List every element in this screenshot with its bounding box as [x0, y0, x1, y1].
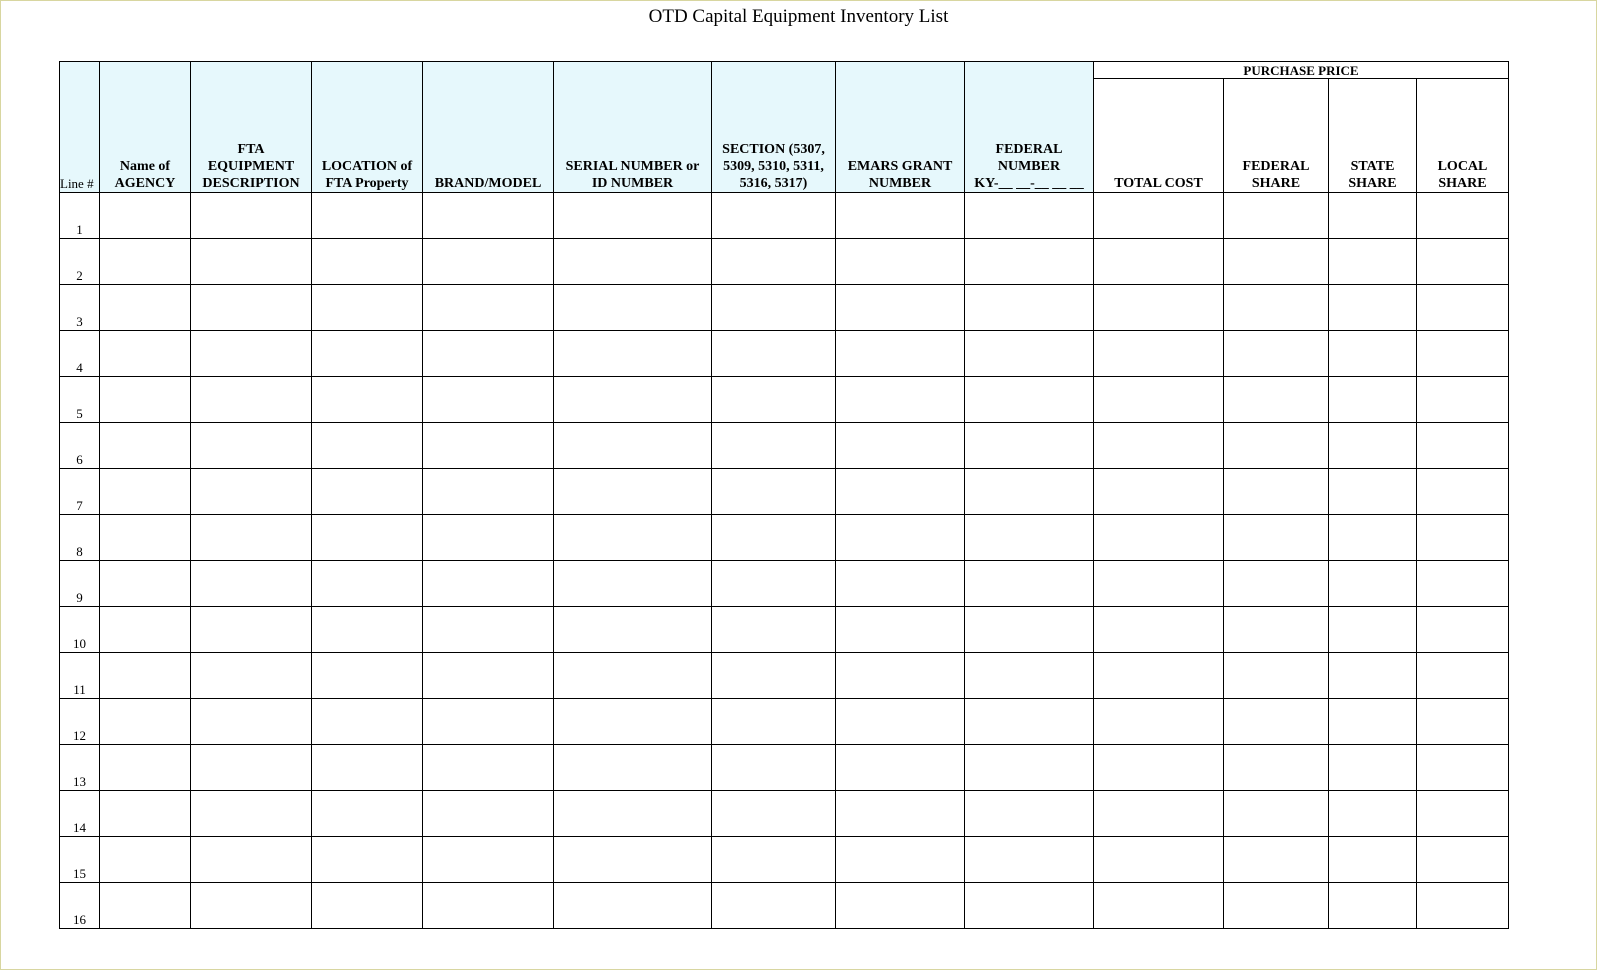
- line-number-cell: 9: [60, 561, 100, 607]
- table-row: [60, 423, 1509, 469]
- entry-cell[interactable]: [836, 331, 965, 377]
- entry-cell[interactable]: [423, 837, 554, 883]
- entry-cell[interactable]: [312, 515, 423, 561]
- entry-cell[interactable]: [1417, 377, 1509, 423]
- col-header-total-cost: TOTAL COST: [1094, 79, 1224, 193]
- entry-cell[interactable]: [1094, 377, 1224, 423]
- entry-cell[interactable]: [1224, 515, 1329, 561]
- table-row: [60, 653, 1509, 699]
- entry-cell[interactable]: [554, 377, 712, 423]
- entry-cell[interactable]: [836, 607, 965, 653]
- line-number-cell: 5: [60, 377, 100, 423]
- line-number-cell: 16: [60, 883, 100, 929]
- entry-cell[interactable]: [100, 285, 191, 331]
- entry-cell[interactable]: [965, 193, 1094, 239]
- entry-cell[interactable]: [423, 653, 554, 699]
- entry-cell[interactable]: [1329, 745, 1417, 791]
- entry-cell[interactable]: [965, 745, 1094, 791]
- entry-cell[interactable]: [1329, 699, 1417, 745]
- entry-cell[interactable]: [1329, 653, 1417, 699]
- entry-cell[interactable]: [554, 239, 712, 285]
- entry-cell[interactable]: [191, 561, 312, 607]
- line-number-cell: 12: [60, 699, 100, 745]
- entry-cell[interactable]: [1417, 239, 1509, 285]
- col-header-local-share: LOCAL SHARE: [1417, 79, 1509, 193]
- line-number-cell: 14: [60, 791, 100, 837]
- entry-cell[interactable]: [1417, 883, 1509, 929]
- entry-cell[interactable]: [1329, 193, 1417, 239]
- entry-cell[interactable]: [965, 239, 1094, 285]
- entry-cell[interactable]: [312, 285, 423, 331]
- entry-cell[interactable]: [1417, 423, 1509, 469]
- entry-cell[interactable]: [1329, 561, 1417, 607]
- col-header-federal-number: FEDERAL NUMBER KY-__ __-__ __ __: [965, 62, 1094, 193]
- entry-cell[interactable]: [312, 239, 423, 285]
- entry-cell[interactable]: [965, 837, 1094, 883]
- entry-cell[interactable]: [712, 561, 836, 607]
- entry-cell[interactable]: [554, 745, 712, 791]
- table-row: [60, 285, 1509, 331]
- table-row: [60, 193, 1509, 239]
- entry-cell[interactable]: [423, 745, 554, 791]
- entry-cell[interactable]: [712, 239, 836, 285]
- entry-cell[interactable]: [836, 745, 965, 791]
- entry-cell[interactable]: [191, 699, 312, 745]
- entry-cell[interactable]: [100, 239, 191, 285]
- entry-cell[interactable]: [1329, 423, 1417, 469]
- entry-cell[interactable]: [423, 331, 554, 377]
- table-row: [60, 239, 1509, 285]
- entry-cell[interactable]: [554, 423, 712, 469]
- entry-cell[interactable]: [191, 239, 312, 285]
- entry-cell[interactable]: [1329, 883, 1417, 929]
- entry-cell[interactable]: [712, 791, 836, 837]
- entry-cell[interactable]: [423, 561, 554, 607]
- entry-cell[interactable]: [1094, 423, 1224, 469]
- entry-cell[interactable]: [312, 377, 423, 423]
- entry-cell[interactable]: [100, 515, 191, 561]
- entry-cell[interactable]: [836, 515, 965, 561]
- line-number-cell: 8: [60, 515, 100, 561]
- entry-cell[interactable]: [836, 653, 965, 699]
- entry-cell[interactable]: [1094, 193, 1224, 239]
- entry-cell[interactable]: [965, 423, 1094, 469]
- table-row: [60, 699, 1509, 745]
- entry-cell[interactable]: [191, 883, 312, 929]
- entry-cell[interactable]: [423, 377, 554, 423]
- entry-cell[interactable]: [965, 607, 1094, 653]
- table-row: [60, 883, 1509, 929]
- col-header-line: Line #: [60, 62, 100, 193]
- entry-cell[interactable]: [554, 607, 712, 653]
- entry-cell[interactable]: [1329, 791, 1417, 837]
- entry-cell[interactable]: [1094, 239, 1224, 285]
- entry-cell[interactable]: [100, 883, 191, 929]
- entry-cell[interactable]: [1329, 469, 1417, 515]
- col-header-federal-share: FEDERAL SHARE: [1224, 79, 1329, 193]
- entry-cell[interactable]: [1329, 837, 1417, 883]
- entry-cell[interactable]: [191, 331, 312, 377]
- entry-cell[interactable]: [1224, 745, 1329, 791]
- table-row: [60, 515, 1509, 561]
- entry-cell[interactable]: [836, 377, 965, 423]
- entry-cell[interactable]: [1224, 377, 1329, 423]
- entry-cell[interactable]: [1224, 239, 1329, 285]
- entry-cell[interactable]: [836, 469, 965, 515]
- entry-cell[interactable]: [965, 883, 1094, 929]
- entry-cell[interactable]: [100, 331, 191, 377]
- entry-cell[interactable]: [191, 377, 312, 423]
- entry-cell[interactable]: [312, 423, 423, 469]
- entry-cell[interactable]: [100, 423, 191, 469]
- entry-cell[interactable]: [1417, 837, 1509, 883]
- entry-cell[interactable]: [1224, 791, 1329, 837]
- entry-cell[interactable]: [1417, 607, 1509, 653]
- page-title: OTD Capital Equipment Inventory List: [648, 6, 949, 27]
- entry-cell[interactable]: [100, 791, 191, 837]
- entry-cell[interactable]: [1417, 745, 1509, 791]
- entry-cell[interactable]: [100, 469, 191, 515]
- col-header-emars-grant: EMARS GRANT NUMBER: [836, 62, 965, 193]
- entry-cell[interactable]: [712, 607, 836, 653]
- table-row: [60, 377, 1509, 423]
- col-header-section: SECTION (5307, 5309, 5310, 5311, 5316, 5317): [712, 62, 836, 193]
- entry-cell[interactable]: [1094, 561, 1224, 607]
- entry-cell[interactable]: [191, 423, 312, 469]
- entry-cell[interactable]: [312, 331, 423, 377]
- entry-cell[interactable]: [100, 699, 191, 745]
- entry-cell[interactable]: [1094, 515, 1224, 561]
- entry-cell[interactable]: [712, 745, 836, 791]
- line-number-cell: 1: [60, 193, 100, 239]
- table-row: [60, 745, 1509, 791]
- entry-cell[interactable]: [554, 791, 712, 837]
- entry-cell[interactable]: [836, 883, 965, 929]
- entry-cell[interactable]: [1329, 285, 1417, 331]
- entry-cell[interactable]: [423, 469, 554, 515]
- entry-cell[interactable]: [712, 883, 836, 929]
- entry-cell[interactable]: [712, 837, 836, 883]
- entry-cell[interactable]: [191, 193, 312, 239]
- entry-cell[interactable]: [312, 745, 423, 791]
- entry-cell[interactable]: [423, 285, 554, 331]
- entry-cell[interactable]: [1094, 883, 1224, 929]
- entry-cell[interactable]: [191, 607, 312, 653]
- table-row: [60, 607, 1509, 653]
- entry-cell[interactable]: [1094, 285, 1224, 331]
- entry-cell[interactable]: [100, 653, 191, 699]
- entry-cell[interactable]: [100, 607, 191, 653]
- entry-cell[interactable]: [1094, 791, 1224, 837]
- entry-cell[interactable]: [554, 469, 712, 515]
- entry-cell[interactable]: [836, 837, 965, 883]
- entry-cell[interactable]: [423, 423, 554, 469]
- entry-cell[interactable]: [1094, 469, 1224, 515]
- entry-cell[interactable]: [836, 193, 965, 239]
- entry-cell[interactable]: [965, 515, 1094, 561]
- entry-cell[interactable]: [312, 883, 423, 929]
- entry-cell[interactable]: [423, 791, 554, 837]
- entry-cell[interactable]: [1417, 469, 1509, 515]
- col-header-equipment-description: FTA EQUIPMENT DESCRIPTION: [191, 62, 312, 193]
- line-number-cell: 15: [60, 837, 100, 883]
- table-body: [60, 193, 1509, 929]
- entry-cell[interactable]: [312, 469, 423, 515]
- entry-cell[interactable]: [1417, 791, 1509, 837]
- entry-cell[interactable]: [712, 193, 836, 239]
- entry-cell[interactable]: [191, 745, 312, 791]
- entry-cell[interactable]: [712, 653, 836, 699]
- entry-cell[interactable]: [1224, 607, 1329, 653]
- entry-cell[interactable]: [423, 699, 554, 745]
- entry-cell[interactable]: [554, 883, 712, 929]
- entry-cell[interactable]: [1329, 239, 1417, 285]
- entry-cell[interactable]: [100, 837, 191, 883]
- entry-cell[interactable]: [965, 791, 1094, 837]
- entry-cell[interactable]: [1224, 883, 1329, 929]
- entry-cell[interactable]: [1224, 699, 1329, 745]
- entry-cell[interactable]: [712, 469, 836, 515]
- entry-cell[interactable]: [100, 193, 191, 239]
- inventory-table: [59, 61, 1509, 929]
- entry-cell[interactable]: [100, 561, 191, 607]
- entry-cell[interactable]: [1224, 331, 1329, 377]
- entry-cell[interactable]: [1094, 653, 1224, 699]
- col-header-brand-model: BRAND/MODEL: [423, 62, 554, 193]
- entry-cell[interactable]: [712, 515, 836, 561]
- entry-cell[interactable]: [1224, 653, 1329, 699]
- col-header-serial-number: SERIAL NUMBER or ID NUMBER: [554, 62, 712, 193]
- purchase-price-header: PURCHASE PRICE: [1094, 62, 1509, 79]
- entry-cell[interactable]: [312, 837, 423, 883]
- entry-cell[interactable]: [965, 561, 1094, 607]
- entry-cell[interactable]: [312, 561, 423, 607]
- entry-cell[interactable]: [836, 699, 965, 745]
- table-row: [60, 469, 1509, 515]
- entry-cell[interactable]: [1417, 515, 1509, 561]
- entry-cell[interactable]: [312, 653, 423, 699]
- entry-cell[interactable]: [312, 607, 423, 653]
- entry-cell[interactable]: [1417, 331, 1509, 377]
- entry-cell[interactable]: [554, 837, 712, 883]
- entry-cell[interactable]: [1094, 837, 1224, 883]
- table-row: [60, 331, 1509, 377]
- entry-cell[interactable]: [191, 469, 312, 515]
- entry-cell[interactable]: [554, 653, 712, 699]
- entry-cell[interactable]: [836, 423, 965, 469]
- entry-cell[interactable]: [965, 285, 1094, 331]
- line-number-cell: 2: [60, 239, 100, 285]
- line-number-cell: 6: [60, 423, 100, 469]
- entry-cell[interactable]: [100, 377, 191, 423]
- line-number-cell: 3: [60, 285, 100, 331]
- entry-cell[interactable]: [100, 745, 191, 791]
- entry-cell[interactable]: [554, 193, 712, 239]
- entry-cell[interactable]: [712, 699, 836, 745]
- entry-cell[interactable]: [836, 285, 965, 331]
- col-header-state-share: STATE SHARE: [1329, 79, 1417, 193]
- entry-cell[interactable]: [554, 285, 712, 331]
- entry-cell[interactable]: [554, 515, 712, 561]
- line-number-cell: 10: [60, 607, 100, 653]
- entry-cell[interactable]: [1094, 699, 1224, 745]
- entry-cell[interactable]: [191, 837, 312, 883]
- entry-cell[interactable]: [191, 285, 312, 331]
- entry-cell[interactable]: [423, 193, 554, 239]
- entry-cell[interactable]: [1417, 653, 1509, 699]
- entry-cell[interactable]: [1094, 607, 1224, 653]
- entry-cell[interactable]: [1224, 193, 1329, 239]
- entry-cell[interactable]: [423, 607, 554, 653]
- entry-cell[interactable]: [712, 285, 836, 331]
- line-number-cell: 11: [60, 653, 100, 699]
- entry-cell[interactable]: [554, 561, 712, 607]
- line-number-cell: 7: [60, 469, 100, 515]
- entry-cell[interactable]: [965, 653, 1094, 699]
- table-row: [60, 791, 1509, 837]
- entry-cell[interactable]: [836, 239, 965, 285]
- entry-cell[interactable]: [1224, 423, 1329, 469]
- entry-cell[interactable]: [1094, 331, 1224, 377]
- entry-cell[interactable]: [423, 883, 554, 929]
- table-row: [60, 561, 1509, 607]
- entry-cell[interactable]: [423, 239, 554, 285]
- entry-cell[interactable]: [312, 791, 423, 837]
- entry-cell[interactable]: [1224, 837, 1329, 883]
- entry-cell[interactable]: [312, 699, 423, 745]
- line-number-cell: 4: [60, 331, 100, 377]
- entry-cell[interactable]: [1417, 561, 1509, 607]
- entry-cell[interactable]: [965, 331, 1094, 377]
- entry-cell[interactable]: [191, 791, 312, 837]
- entry-cell[interactable]: [1224, 285, 1329, 331]
- entry-cell[interactable]: [1417, 699, 1509, 745]
- entry-cell[interactable]: [965, 699, 1094, 745]
- table-row: [60, 837, 1509, 883]
- col-header-location: LOCATION of FTA Property: [312, 62, 423, 193]
- entry-cell[interactable]: [965, 469, 1094, 515]
- entry-cell[interactable]: [554, 331, 712, 377]
- entry-cell[interactable]: [312, 193, 423, 239]
- entry-cell[interactable]: [1329, 331, 1417, 377]
- entry-cell[interactable]: [1094, 745, 1224, 791]
- entry-cell[interactable]: [1224, 469, 1329, 515]
- entry-cell[interactable]: [1329, 515, 1417, 561]
- line-number-cell: 13: [60, 745, 100, 791]
- entry-cell[interactable]: [1417, 193, 1509, 239]
- entry-cell[interactable]: [712, 331, 836, 377]
- entry-cell[interactable]: [1329, 377, 1417, 423]
- entry-cell[interactable]: [712, 377, 836, 423]
- entry-cell[interactable]: [423, 515, 554, 561]
- entry-cell[interactable]: [965, 377, 1094, 423]
- entry-cell[interactable]: [1329, 607, 1417, 653]
- entry-cell[interactable]: [1417, 285, 1509, 331]
- entry-cell[interactable]: [554, 699, 712, 745]
- entry-cell[interactable]: [836, 561, 965, 607]
- entry-cell[interactable]: [191, 653, 312, 699]
- entry-cell[interactable]: [1224, 561, 1329, 607]
- entry-cell[interactable]: [836, 791, 965, 837]
- entry-cell[interactable]: [191, 515, 312, 561]
- entry-cell[interactable]: [712, 423, 836, 469]
- col-header-agency: Name of AGENCY: [100, 62, 191, 193]
